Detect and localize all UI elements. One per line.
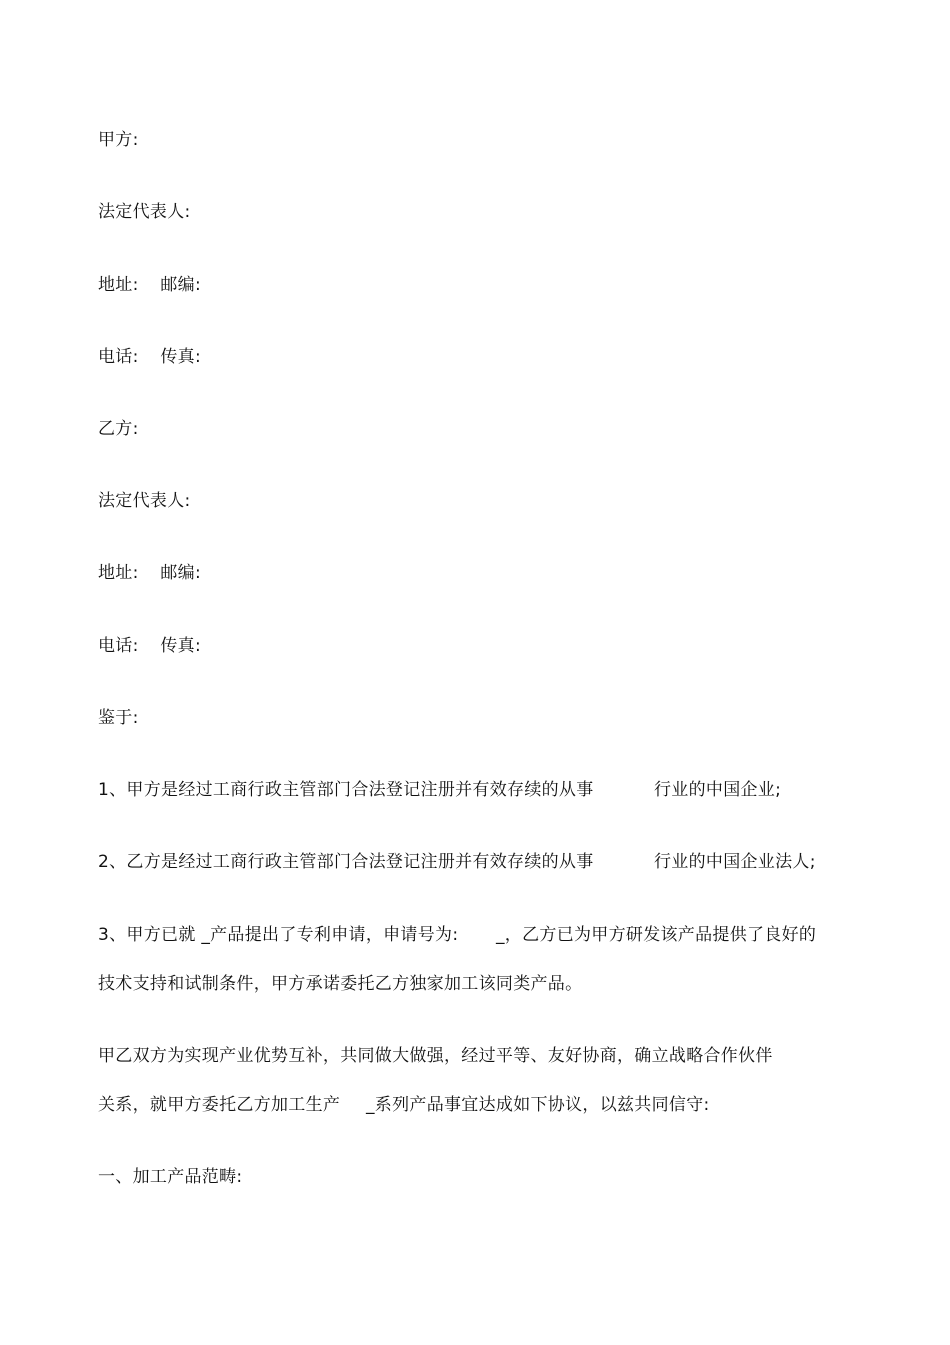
party-b-rep-line (98, 490, 191, 512)
preamble-line-1 (98, 1045, 773, 1067)
party-a-address-label: 地址: (98, 275, 139, 295)
party-a-address-line (98, 274, 201, 296)
party-b-phone-line (98, 635, 201, 657)
party-b-address-line (98, 562, 201, 584)
party-a-postcode-label: 邮编: (160, 275, 201, 295)
whereas-item-3-continuation: 技术支持和试制条件，甲方承诺委托乙方独家加工该同类产品。 (98, 974, 583, 994)
party-b-label: 乙方: (98, 419, 139, 439)
party-a-name-line (98, 129, 139, 151)
party-b-rep-label: 法定代表人: (98, 491, 191, 511)
whereas-item-3-text: 3、甲方已就 _产品提出了专利申请，申请号为: (98, 925, 459, 945)
preamble-text-2a: 关系，就甲方委托乙方加工生产 (98, 1095, 341, 1115)
whereas-item-3-application-number: _，乙方已为甲方研发该产品提供了良好的 (496, 925, 817, 945)
whereas-item-3-line-2 (98, 973, 582, 995)
whereas-item-2 (98, 851, 816, 873)
section-1-heading (98, 1166, 242, 1188)
whereas-item-2-text: 2、乙方是经过工商行政主管部门合法登记注册并有效存续的从事 (98, 852, 594, 872)
preamble-line-2 (98, 1094, 710, 1116)
whereas-heading (98, 707, 139, 729)
party-a-rep-label: 法定代表人: (98, 202, 191, 222)
party-b-address-label: 地址: (98, 563, 139, 583)
whereas-item-1-industry: 行业的中国企业; (654, 780, 782, 800)
party-a-rep-line (98, 201, 191, 223)
party-a-fax-label: 传真: (160, 347, 201, 367)
section-1-heading-text: 一、加工产品范畴: (98, 1167, 243, 1187)
preamble-text-1: 甲乙双方为实现产业优势互补，共同做大做强，经过平等、友好协商，确立战略合作伙伴 (98, 1046, 773, 1066)
party-b-fax-label: 传真: (160, 636, 201, 656)
party-b-name-line (98, 418, 139, 440)
whereas-item-1-text: 1、甲方是经过工商行政主管部门合法登记注册并有效存续的从事 (98, 780, 594, 800)
party-a-phone-label: 电话: (98, 347, 139, 367)
whereas-heading-text: 鉴于: (98, 708, 139, 728)
preamble-text-2b: _系列产品事宜达成如下协议，以兹共同信守: (366, 1095, 710, 1115)
party-b-phone-label: 电话: (98, 636, 139, 656)
whereas-item-3-line-1 (98, 924, 817, 946)
party-a-phone-line (98, 346, 201, 368)
whereas-item-1 (98, 779, 782, 801)
whereas-item-2-industry: 行业的中国企业法人; (654, 852, 816, 872)
party-b-postcode-label: 邮编: (160, 563, 201, 583)
party-a-label: 甲方: (98, 130, 139, 150)
